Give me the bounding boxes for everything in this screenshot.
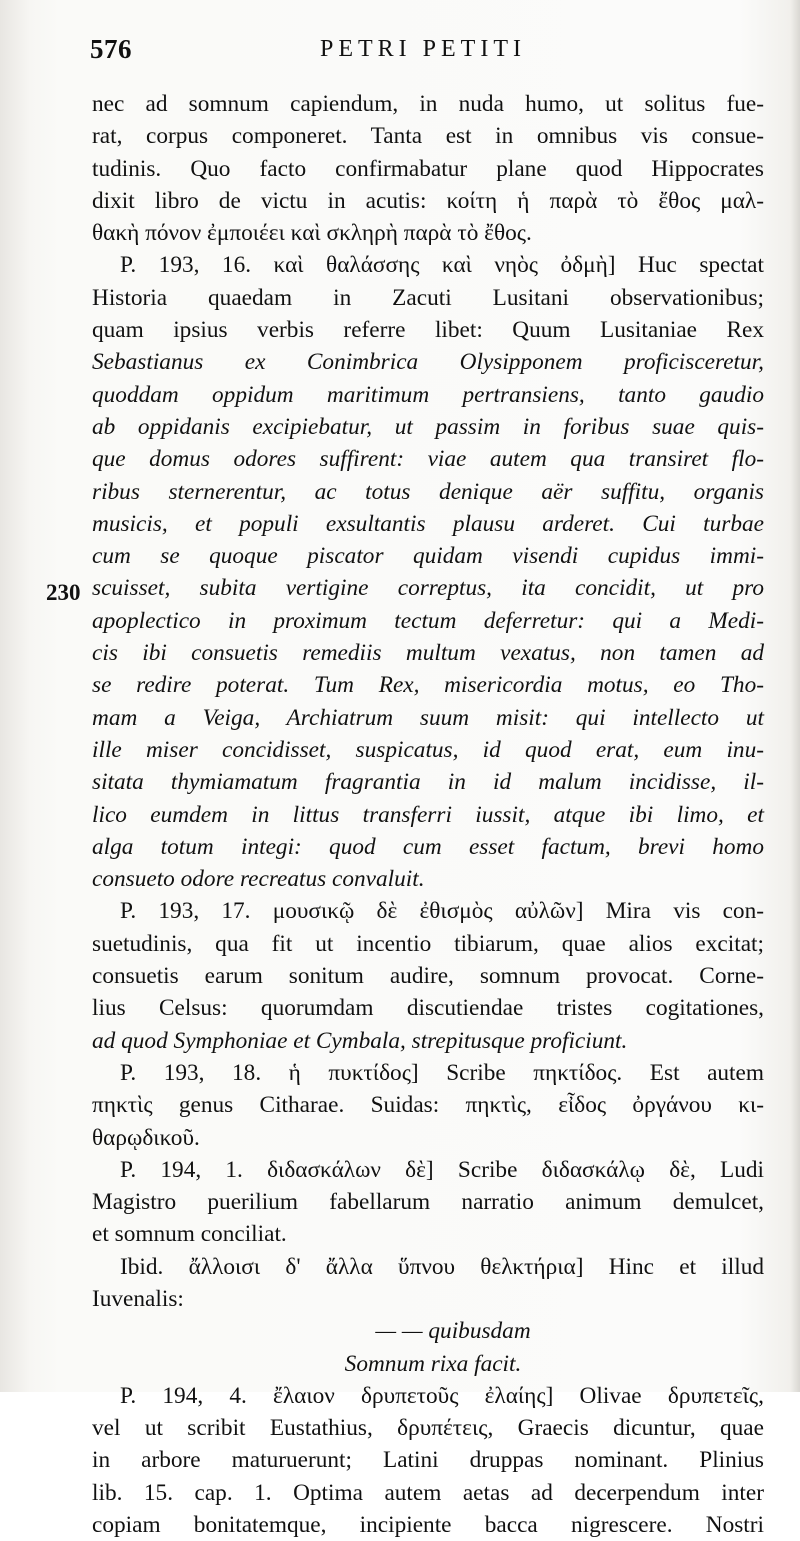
text-line: consuetis earum sonitum audire, somnum provocat. Corne- (92, 963, 764, 990)
text-line: P. 193, 16. καὶ θαλάσσης καὶ νηὸς ὀδμὴ] Huc spectat (120, 252, 764, 279)
text-line: P. 193, 18. ἡ πυκτίδος] Scribe πηκτίδος. Est autem (120, 1059, 764, 1086)
text-line: nec ad somnum capiendum, in nuda humo, ut solitus fue- (92, 91, 764, 117)
text-line: Historia quaedam in Zacuti Lusitani observationibus; (92, 284, 764, 311)
text-line: sitata thymiamatum fragrantia in id malum incidisse, il- (92, 769, 764, 796)
text-line: Sebastianus ex Conimbrica Olysipponem proficisceretur, (92, 349, 764, 376)
text-line: cum se quoque piscator quidam visendi cupidus immi- (92, 543, 764, 570)
text-line: copiam bonitatemque, incipiente bacca nigrescere. Nostri (92, 1512, 764, 1539)
text-line: Iuvenalis: (92, 1285, 184, 1312)
text-line: πηκτὶς genus Citharae. Suidas: πηκτὶς, εἶδος ὀργάνου κι- (92, 1092, 764, 1119)
text-line: Ibid. ἄλλοισι δ' ἄλλα ὕπνου θελκτήρια] Hinc et illud (120, 1253, 764, 1280)
text-line: lius Celsus: quorumdam discutiendae tristes cogitationes, (92, 995, 764, 1022)
text-line: cis ibi consuetis remediis multum vexatus, non tamen ad (92, 640, 764, 667)
text-line: vel ut scribit Eustathius, δρυπέτεις, Graecis dicuntur, quae (92, 1415, 764, 1442)
text-line: Somnum rixa facit. (344, 1350, 522, 1377)
text-line: rat, corpus componeret. Tanta est in omnibus vis consue- (92, 123, 764, 150)
body-text (92, 88, 764, 1541)
margin-line-number: 230 (46, 580, 81, 605)
running-head: PETRI PETITI (320, 36, 526, 62)
text-line: lico eumdem in littus transferri iussit, atque ibi limo, et (92, 801, 764, 828)
text-line: et somnum conciliat. (92, 1221, 287, 1248)
text-line: ille miser concidisset, suspicatus, id quod erat, eum inu- (92, 736, 764, 763)
text-line: P. 193, 17. μουσικῷ δὲ ἐθισμὸς αὐλῶν] Mira vis con- (120, 898, 764, 925)
text-line: alga totum integi: quod cum esset factum, brevi homo (92, 833, 764, 860)
text-line: in arbore maturuerunt; Latini druppas nominant. Plinius (92, 1447, 764, 1474)
text-line: tudinis. Quo facto confirmabatur plane quod Hippocrates (92, 155, 764, 182)
text-line: se redire poterat. Tum Rex, misericordia motus, eo Tho- (92, 672, 764, 699)
text-line: — — quibusdam (375, 1318, 531, 1345)
text-line: quam ipsius verbis referre libet: Quum Lusitaniae Rex (92, 317, 764, 344)
page-header (90, 34, 760, 74)
text-line: lib. 15. cap. 1. Optima autem aetas ad decerpendum inter (92, 1479, 764, 1506)
text-line: θαρῳδικοῦ. (92, 1124, 200, 1151)
text-line: quoddam oppidum maritimum pertransiens, tanto gaudio (92, 381, 764, 408)
text-line: que domus odores suffirent: viae autem qua transiret flo- (92, 446, 764, 473)
text-line: mam a Veiga, Archiatrum suum misit: qui intellecto ut (92, 704, 764, 731)
text-line: dixit libro de victu in acutis: κοίτη ἡ παρὰ τὸ ἔθος μαλ- (92, 187, 764, 214)
text-line: ribus sternerentur, ac totus denique aër suffitu, organis (92, 478, 764, 505)
text-line: P. 194, 1. διδασκάλων δὲ] Scribe διδασκάλῳ δὲ, Ludi (120, 1156, 764, 1183)
text-line: ad quod Symphoniae et Cymbala, strepitusque proficiunt. (92, 1027, 628, 1054)
text-line: suetudinis, qua fit ut incentio tibiarum, quae alios excitat; (92, 930, 764, 957)
text-line: consueto odore recreatus convaluit. (92, 866, 425, 893)
text-line: apoplectico in proximum tectum deferretur: qui a Medi- (92, 607, 764, 634)
text-line: Magistro puerilium fabellarum narratio animum demulcet, (92, 1189, 764, 1216)
text-line: scuisset, subita vertigine correptus, ita concidit, ut pro (92, 575, 764, 602)
text-line: P. 194, 4. ἔλαιον δρυπετοῦς ἐλαίης] Olivae δρυπετεῖς, (120, 1382, 764, 1409)
page-number: 576 (90, 34, 132, 64)
text-line: θακὴ πόνον ἐμποιέει καὶ σκληρὴ παρὰ τὸ ἔθος. (92, 220, 532, 247)
text-line: ab oppidanis excipiebatur, ut passim in foribus suae quis- (92, 413, 764, 440)
text-line: musicis, et populi exsultantis plausu arderet. Cui turbae (92, 510, 764, 537)
